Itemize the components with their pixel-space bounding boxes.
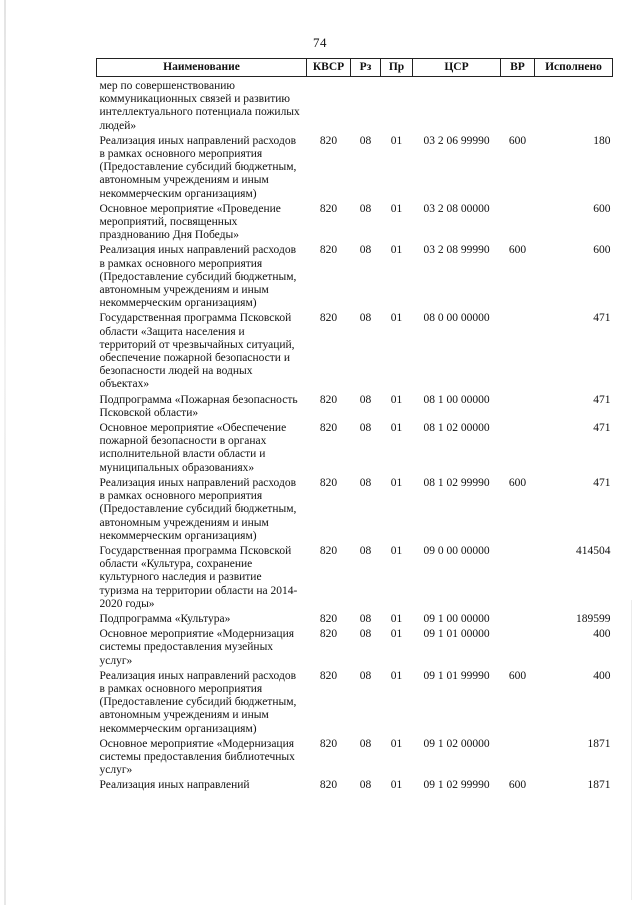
row-csr-cell: 08 1 00 00000	[423, 393, 490, 406]
row-kvsr-cell: 820	[319, 476, 338, 489]
row-executed-cell: 400	[593, 628, 611, 641]
row-csr-cell: 09 1 01 00000	[423, 628, 490, 641]
row-executed-cell: 1871	[587, 737, 611, 750]
row-rz-cell: 08	[359, 393, 372, 406]
table-row	[97, 422, 613, 477]
table-row	[97, 394, 613, 422]
row-pr-cell: 01	[390, 612, 403, 625]
row-name-cell: Государственная программа Псковской области «Культура, сохранение культурного наследия и развитие туризма на территории области на 2014-2020 годы»	[99, 544, 298, 610]
row-executed-cell: 400	[593, 669, 611, 682]
row-name-cell: Основное мероприятие «Проведение мероприятий, посвященных празднованию Дня Победы»	[99, 202, 281, 242]
row-csr-cell: 08 1 02 00000	[423, 422, 490, 435]
row-name-cell: мер по совершенствованию коммуникационных связей и развитию интеллектуального потенциала пожилых людей»	[99, 80, 300, 132]
row-pr-cell: 01	[390, 134, 403, 147]
row-csr-cell: 09 1 01 99990	[423, 669, 490, 682]
table-row	[97, 203, 613, 245]
row-pr-cell: 01	[390, 737, 403, 750]
row-kvsr-cell: 820	[319, 244, 338, 257]
row-vr-cell: 600	[508, 244, 527, 257]
row-csr-cell: 09 1 02 99990	[423, 779, 490, 792]
row-rz-cell: 08	[359, 612, 372, 625]
row-kvsr-cell: 820	[319, 544, 338, 557]
row-csr-cell: 09 1 02 00000	[423, 737, 490, 750]
row-pr-cell: 01	[390, 312, 403, 325]
row-name-cell: Реализация иных направлений расходов в рамках основного мероприятия (Предоставление субсидий бюджетным, автономным учреждениям и иным некоммерческим организациям)	[99, 476, 297, 542]
row-pr-cell: 01	[390, 544, 403, 557]
row-executed-cell: 189599	[576, 612, 611, 625]
row-vr-cell	[501, 613, 535, 628]
row-pr-cell: 01	[390, 779, 403, 792]
row-csr-cell: 03 2 08 00000	[423, 202, 490, 215]
page-number: 74	[313, 35, 327, 50]
row-kvsr-cell: 820	[319, 393, 338, 406]
row-executed-cell: 471	[593, 422, 611, 435]
table-row	[97, 77, 613, 135]
row-name-cell: Основное мероприятие «Обеспечение пожарной безопасности в органах исполнительной власти области и муниципальных образованиях»	[99, 422, 287, 474]
row-executed-cell	[535, 77, 613, 135]
row-csr-cell: 09 1 00 00000	[423, 612, 490, 625]
row-kvsr-cell: 820	[319, 779, 338, 792]
row-kvsr-cell: 820	[319, 669, 338, 682]
row-rz-cell: 08	[359, 244, 372, 257]
table-body	[97, 77, 613, 795]
header-pr: Пр	[381, 59, 413, 77]
row-executed-cell: 600	[593, 244, 611, 257]
scan-edge-mark-right	[631, 600, 632, 900]
row-kvsr-cell: 820	[319, 422, 338, 435]
row-name-cell: Основное мероприятие «Модернизация системы предоставления библиотечных услуг»	[99, 737, 295, 777]
row-csr-cell: 08 0 00 00000	[423, 312, 490, 325]
row-vr-cell	[501, 203, 535, 245]
row-kvsr-cell: 820	[319, 628, 338, 641]
row-csr-cell	[413, 77, 501, 135]
header-executed: Исполнено	[535, 59, 613, 77]
header-name: Наименование	[97, 59, 307, 77]
row-kvsr-cell: 820	[319, 202, 338, 215]
row-vr-cell: 600	[508, 779, 527, 792]
row-name-cell: Государственная программа Псковской области «Защита населения и территорий от чрезвычайных ситуаций, обеспечение пожарной безопасности и безопасности людей на водных объектах»	[99, 312, 295, 391]
row-executed-cell: 471	[593, 476, 611, 489]
table-row	[97, 738, 613, 780]
row-vr-cell: 600	[508, 134, 527, 147]
row-name-cell: Реализация иных направлений	[99, 779, 250, 792]
row-vr-cell	[501, 738, 535, 780]
table-row	[97, 312, 613, 393]
row-pr-cell: 01	[390, 422, 403, 435]
budget-table	[96, 58, 613, 795]
row-pr-cell: 01	[390, 669, 403, 682]
row-name-cell: Реализация иных направлений расходов в рамках основного мероприятия (Предоставление субсидий бюджетным, автономным учреждениям и иным некоммерческим организациям)	[99, 244, 297, 310]
row-name-cell: Основное мероприятие «Модернизация системы предоставления музейных услуг»	[99, 628, 295, 667]
table-row	[97, 670, 613, 738]
header-vr: ВР	[501, 59, 535, 77]
row-kvsr-cell: 820	[319, 612, 338, 625]
row-csr-cell: 03 2 08 99990	[423, 244, 490, 257]
scan-edge-mark	[4, 0, 6, 905]
row-rz-cell: 08	[359, 544, 372, 557]
header-rz: Рз	[351, 59, 381, 77]
row-pr-cell	[381, 77, 413, 135]
row-rz-cell: 08	[359, 779, 372, 792]
table-row	[97, 628, 613, 670]
row-vr-cell	[501, 394, 535, 422]
row-rz-cell: 08	[359, 202, 372, 215]
row-csr-cell: 09 0 00 00000	[423, 544, 490, 557]
table-header-row	[97, 59, 613, 77]
row-csr-cell: 03 2 06 99990	[423, 134, 490, 147]
table-row	[97, 779, 613, 794]
row-pr-cell: 01	[390, 202, 403, 215]
header-kvsr: КВСР	[307, 59, 351, 77]
row-rz-cell	[351, 77, 381, 135]
table-row	[97, 613, 613, 628]
row-rz-cell: 08	[359, 312, 372, 325]
row-vr-cell	[501, 545, 535, 613]
table-row	[97, 244, 613, 312]
row-rz-cell: 08	[359, 134, 372, 147]
row-kvsr-cell: 820	[319, 737, 338, 750]
row-executed-cell: 471	[593, 393, 611, 406]
row-vr-cell	[501, 628, 535, 670]
row-name-cell: Подпрограмма «Культура»	[99, 612, 231, 625]
row-executed-cell: 600	[593, 202, 611, 215]
row-kvsr-cell: 820	[319, 134, 338, 147]
row-rz-cell: 08	[359, 628, 372, 641]
row-name-cell: Реализация иных направлений расходов в рамках основного мероприятия (Предоставление субсидий бюджетным, автономным учреждениям и иным некоммерческим организациям)	[99, 669, 297, 735]
table-row	[97, 545, 613, 613]
row-vr-cell: 600	[508, 476, 527, 489]
row-vr-cell	[501, 312, 535, 393]
row-rz-cell: 08	[359, 737, 372, 750]
header-csr: ЦСР	[413, 59, 501, 77]
row-pr-cell: 01	[390, 393, 403, 406]
row-vr-cell	[501, 422, 535, 477]
row-rz-cell: 08	[359, 669, 372, 682]
row-rz-cell: 08	[359, 422, 372, 435]
row-csr-cell: 08 1 02 99990	[423, 476, 490, 489]
row-executed-cell: 180	[593, 134, 611, 147]
row-kvsr-cell	[307, 77, 351, 135]
row-executed-cell: 1871	[587, 779, 611, 792]
table-row	[97, 135, 613, 203]
row-vr-cell: 600	[508, 669, 527, 682]
row-vr-cell	[501, 77, 535, 135]
table-row	[97, 477, 613, 545]
row-name-cell: Подпрограмма «Пожарная безопасность Псковской области»	[99, 393, 298, 419]
row-pr-cell: 01	[390, 628, 403, 641]
row-rz-cell: 08	[359, 476, 372, 489]
row-executed-cell: 471	[593, 312, 611, 325]
row-kvsr-cell: 820	[319, 312, 338, 325]
row-pr-cell: 01	[390, 244, 403, 257]
row-executed-cell: 414504	[576, 544, 611, 557]
row-name-cell: Реализация иных направлений расходов в рамках основного мероприятия (Предоставление субсидий бюджетным, автономным учреждениям и иным некоммерческим организациям)	[99, 134, 297, 200]
row-pr-cell: 01	[390, 476, 403, 489]
